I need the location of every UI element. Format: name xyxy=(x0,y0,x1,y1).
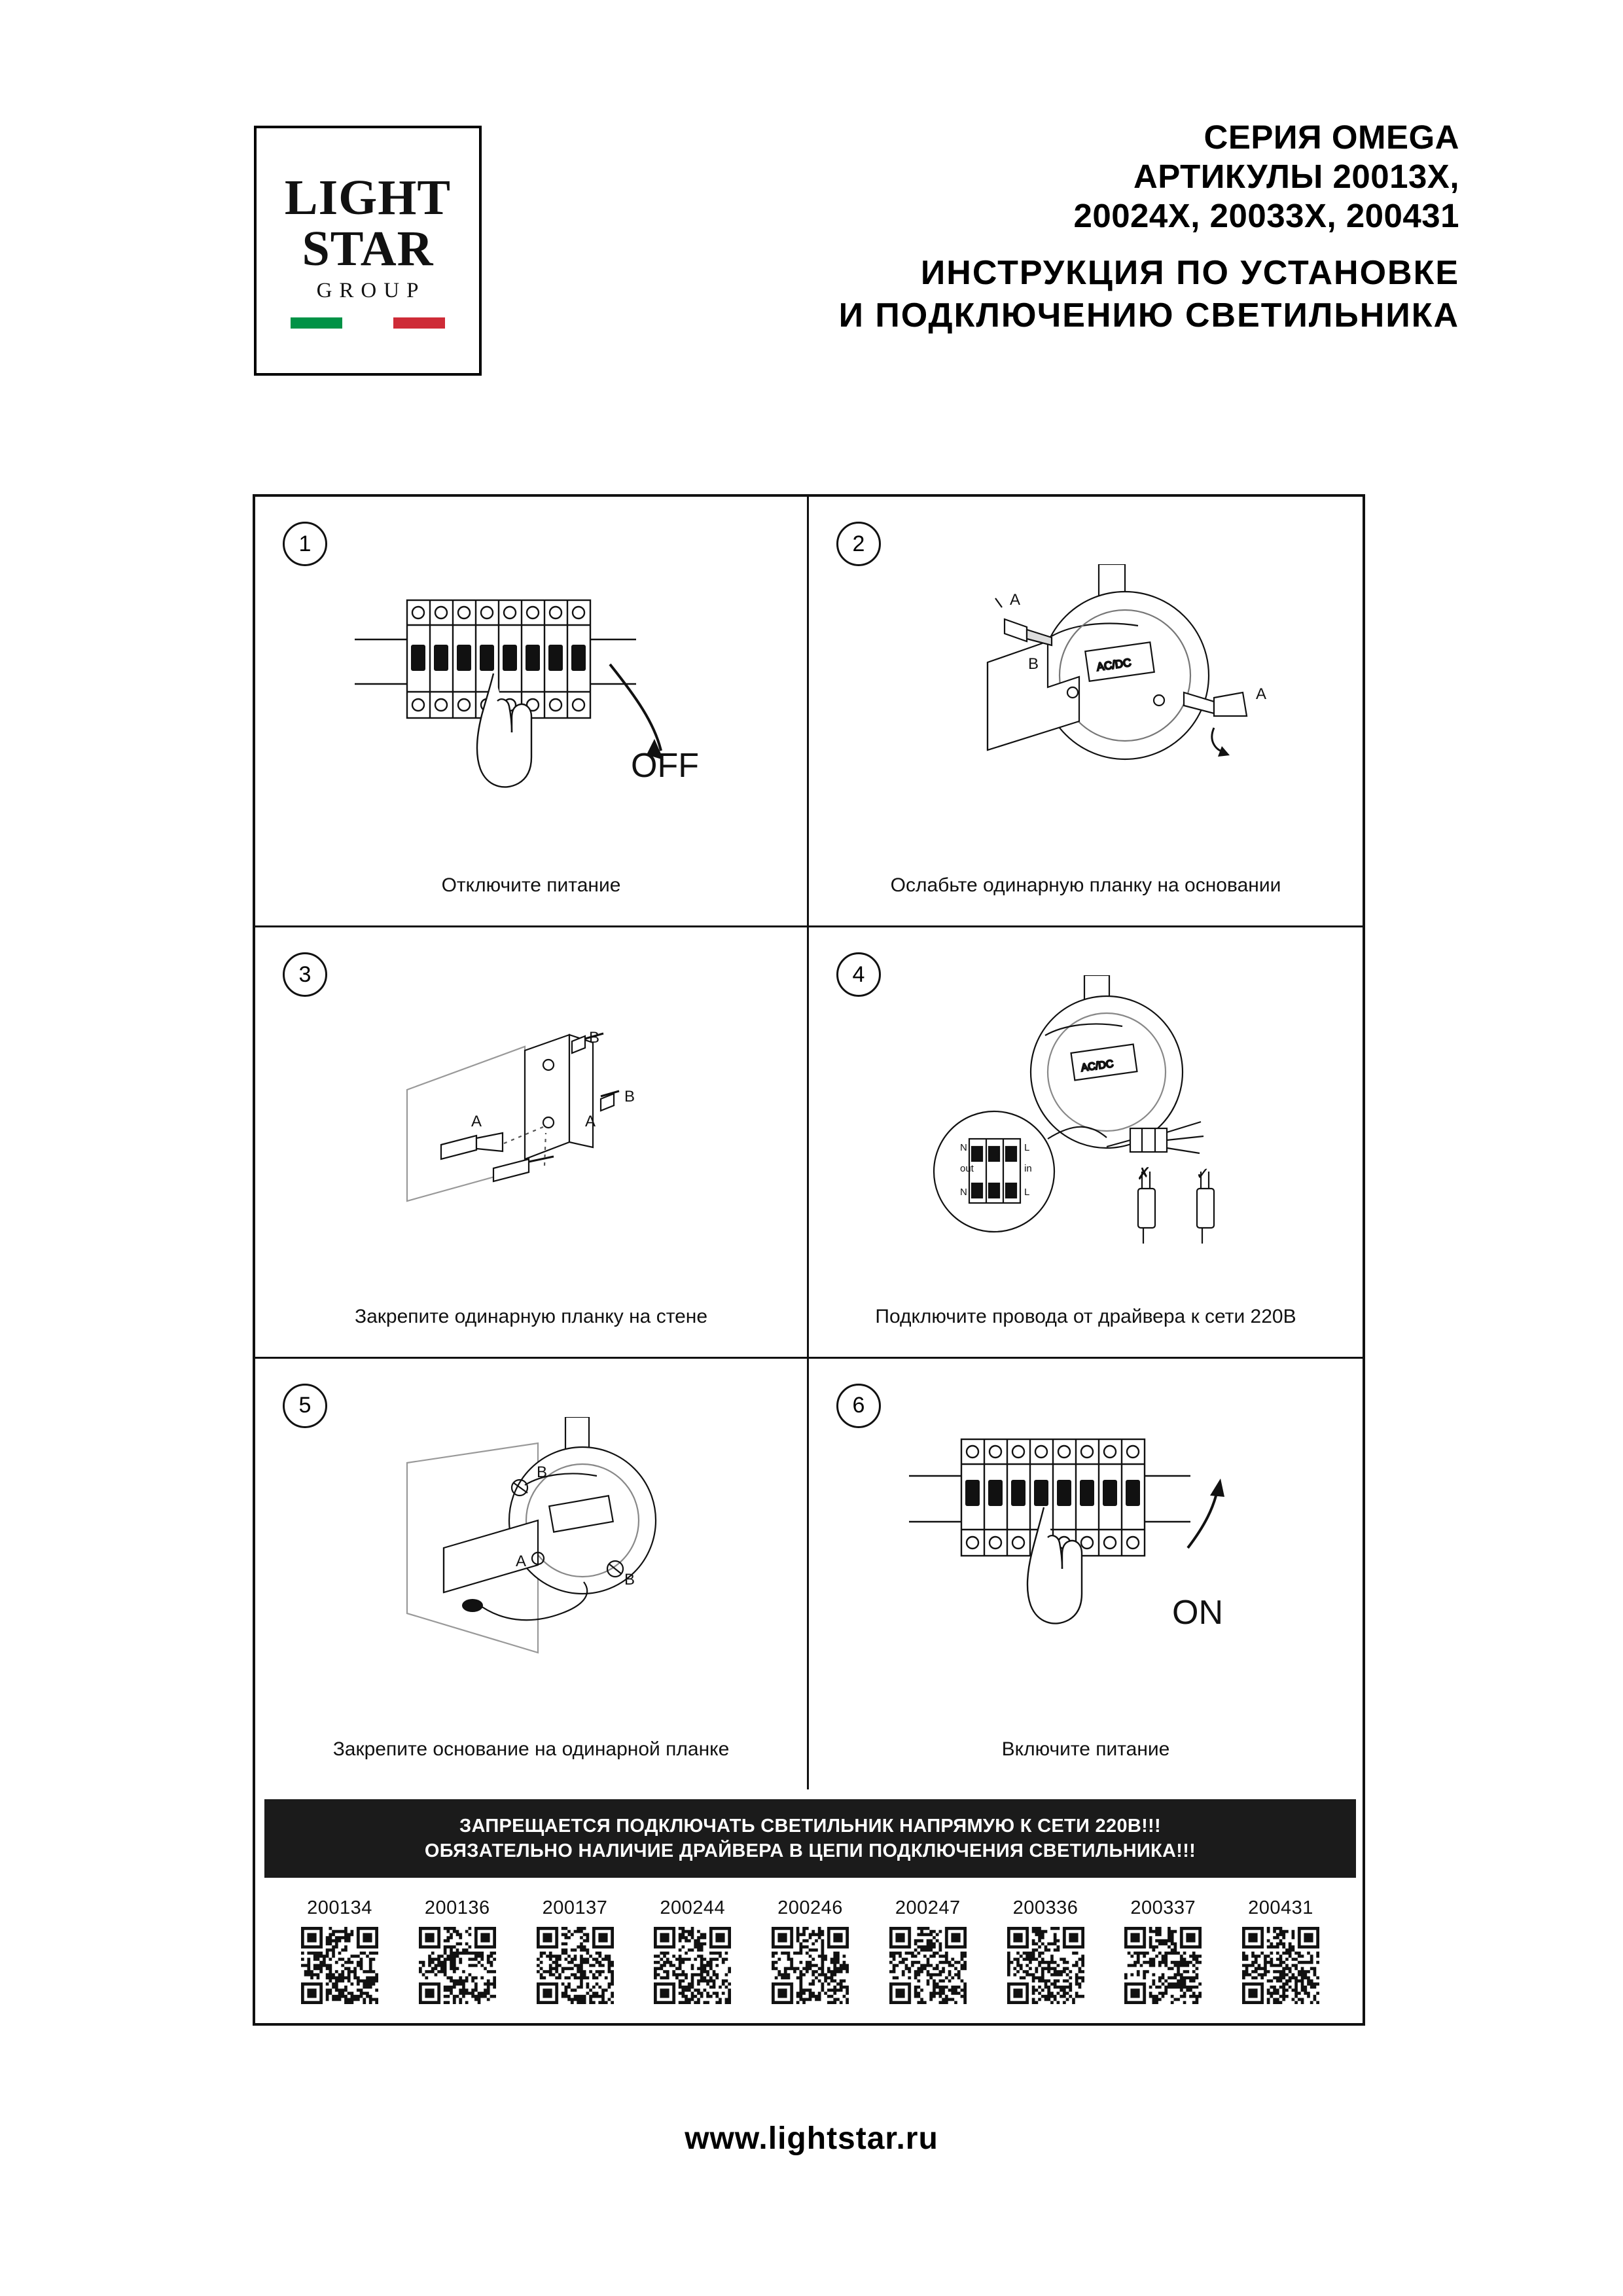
logo-text-light: LIGHT xyxy=(284,170,452,226)
step-3-illustration xyxy=(255,954,807,1278)
warning-line-2: ОБЯЗАТЕЛЬНО НАЛИЧИЕ ДРАЙВЕРА В ЦЕПИ ПОДКЛЮЧЕНИЯ СВЕТИЛЬНИКА!!! xyxy=(424,1840,1196,1861)
step-cell-3 xyxy=(255,927,809,1358)
svg-text:B: B xyxy=(624,1087,635,1105)
qr-label: 200337 xyxy=(1130,1897,1196,1918)
qr-label: 200136 xyxy=(424,1897,490,1918)
warning-banner xyxy=(264,1799,1356,1878)
svg-text:L: L xyxy=(1024,1186,1030,1198)
step-3-caption: Закрепите одинарную планку на стене xyxy=(354,1305,708,1327)
step-5-illustration xyxy=(255,1385,807,1711)
qr-code-image[interactable] xyxy=(772,1927,849,2004)
step-6-illustration xyxy=(809,1385,1363,1711)
step-2-caption: Ослабьте одинарную планку на основании xyxy=(890,874,1281,897)
instruction-panel xyxy=(253,494,1365,2026)
svg-text:✓: ✓ xyxy=(1196,1163,1210,1183)
svg-text:A: A xyxy=(1010,590,1021,609)
logo-text-star: STAR xyxy=(302,221,434,276)
qr-code-image[interactable] xyxy=(654,1927,731,2004)
step-2-illustration xyxy=(809,523,1363,847)
qr-code-image[interactable] xyxy=(419,1927,496,2004)
svg-text:A: A xyxy=(515,1552,526,1570)
articles-line-2: 20024X, 20033X, 200431 xyxy=(1073,197,1459,235)
footer-website[interactable]: www.lightstar.ru xyxy=(685,2121,938,2156)
step-number-1: 1 xyxy=(283,522,327,566)
steps-grid xyxy=(255,497,1363,1789)
qr-item[interactable] xyxy=(994,1897,1097,2015)
svg-text:N: N xyxy=(960,1141,967,1153)
logo-text-group: GROUP xyxy=(316,278,426,302)
step-6-caption: Включите питание xyxy=(1001,1738,1170,1760)
step-cell-1 xyxy=(255,497,809,927)
qr-code-image[interactable] xyxy=(1242,1927,1319,2004)
svg-text:AC/DC: AC/DC xyxy=(1080,1058,1115,1074)
svg-text:A: A xyxy=(471,1112,482,1130)
svg-text:B: B xyxy=(588,1028,599,1047)
header-title-block xyxy=(589,118,1459,337)
articles-line-1: АРТИКУЛЫ 20013X, xyxy=(1133,158,1459,196)
svg-text:B: B xyxy=(1028,655,1039,673)
qr-label: 200137 xyxy=(542,1897,608,1918)
qr-label: 200134 xyxy=(307,1897,372,1918)
series-title: СЕРИЯ OMEGA xyxy=(1204,118,1459,156)
step-4-illustration xyxy=(809,954,1363,1278)
step-number-2: 2 xyxy=(836,522,881,566)
qr-item[interactable] xyxy=(1111,1897,1215,2015)
svg-text:in: in xyxy=(1024,1162,1032,1174)
qr-item[interactable] xyxy=(641,1897,744,2015)
qr-item[interactable] xyxy=(288,1897,391,2015)
qr-label: 200336 xyxy=(1012,1897,1079,1918)
step-4-caption: Подключите провода от драйвера к сети 220В xyxy=(875,1305,1296,1327)
qr-item[interactable] xyxy=(1229,1897,1332,2015)
qr-code-image[interactable] xyxy=(301,1927,378,2004)
step-cell-2 xyxy=(809,497,1363,927)
qr-code-row xyxy=(264,1897,1356,2015)
step-1-illustration xyxy=(255,523,807,847)
qr-item[interactable] xyxy=(876,1897,980,2015)
svg-text:ON: ON xyxy=(1172,1593,1223,1632)
svg-text:A: A xyxy=(1256,685,1267,703)
qr-code-image[interactable] xyxy=(537,1927,614,2004)
svg-text:✗: ✗ xyxy=(1137,1163,1151,1183)
step-number-6: 6 xyxy=(836,1384,881,1428)
qr-label: 200247 xyxy=(895,1897,961,1918)
svg-text:L: L xyxy=(1024,1141,1030,1153)
italy-flag-icon xyxy=(291,317,445,329)
qr-item[interactable] xyxy=(406,1897,509,2015)
step-1-caption: Отключите питание xyxy=(441,874,621,897)
step-number-4: 4 xyxy=(836,952,881,997)
qr-item[interactable] xyxy=(524,1897,627,2015)
page-header xyxy=(0,118,1623,399)
svg-text:N: N xyxy=(960,1186,967,1198)
qr-label: 200431 xyxy=(1248,1897,1313,1918)
brand-logo xyxy=(254,126,482,376)
svg-text:OFF: OFF xyxy=(630,746,699,785)
qr-label: 200244 xyxy=(660,1897,726,1918)
qr-code-image[interactable] xyxy=(889,1927,967,2004)
step-cell-4 xyxy=(809,927,1363,1358)
qr-label: 200246 xyxy=(777,1897,843,1918)
svg-text:out: out xyxy=(960,1162,974,1174)
step-number-3: 3 xyxy=(283,952,327,997)
step-5-caption: Закрепите основание на одинарной планке xyxy=(332,1738,730,1760)
step-cell-6 xyxy=(809,1359,1363,1789)
qr-item[interactable] xyxy=(758,1897,862,2015)
svg-text:A: A xyxy=(584,1112,596,1130)
qr-code-image[interactable] xyxy=(1124,1927,1202,2004)
step-cell-5 xyxy=(255,1359,809,1789)
warning-line-1: ЗАПРЕЩАЕТСЯ ПОДКЛЮЧАТЬ СВЕТИЛЬНИК НАПРЯМУЮ К СЕТИ 220В!!! xyxy=(459,1815,1161,1837)
svg-text:B: B xyxy=(536,1463,547,1481)
instruction-line-2: И ПОДКЛЮЧЕНИЮ СВЕТИЛЬНИКА xyxy=(838,296,1459,334)
instruction-line-1: ИНСТРУКЦИЯ ПО УСТАНОВКЕ xyxy=(920,253,1459,292)
svg-text:B: B xyxy=(624,1570,635,1588)
qr-code-image[interactable] xyxy=(1007,1927,1084,2004)
svg-text:AC/DC: AC/DC xyxy=(1096,656,1132,673)
step-number-5: 5 xyxy=(283,1384,327,1428)
